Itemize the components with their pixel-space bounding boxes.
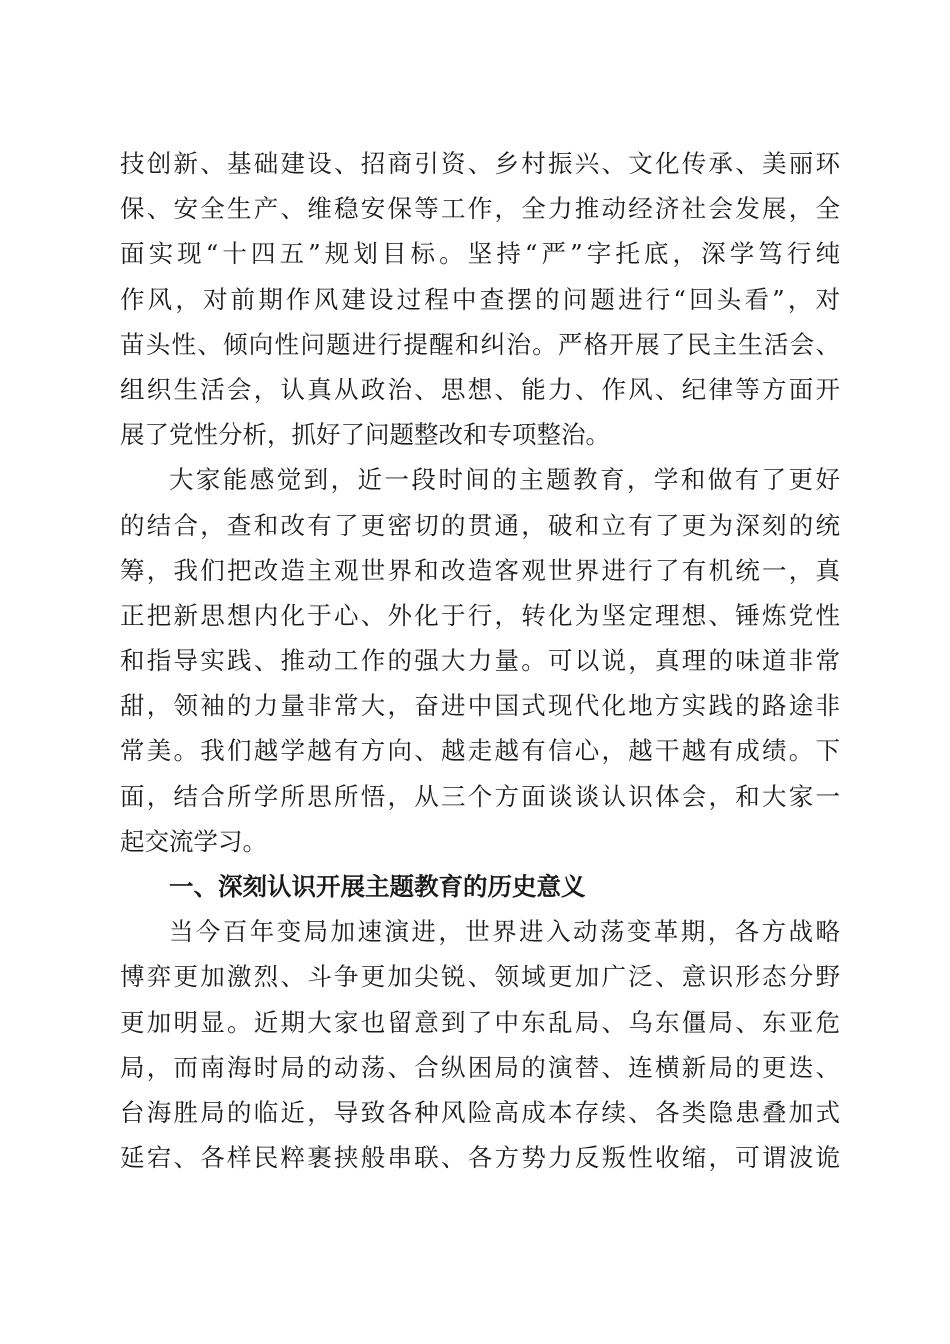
text-line: 面实现“十四五”规划目标。坚持“严”字托底，深学笃行纯: [120, 239, 840, 269]
text-line: 甜，领袖的力量非常大，奋进中国式现代化地方实践的路途非: [120, 691, 840, 721]
paragraph: [120, 457, 840, 864]
text-line: 延宕、各样民粹裹挟般串联、各方势力反叛性收缩，可谓波诡: [120, 1143, 840, 1173]
paragraph: [120, 141, 840, 457]
text-line: 展了党性分析，抓好了问题整改和专项整治。: [120, 420, 610, 450]
text-line: 组织生活会，认真从政治、思想、能力、作风、纪律等方面开: [120, 374, 840, 404]
text-line: 局，而南海时局的动荡、合纵困局的演替、连横新局的更迭、: [120, 1052, 840, 1082]
text-line: 博弈更加激烈、斗争更加尖锐、领域更加广泛、意识形态分野: [120, 962, 840, 992]
text-line: 台海胜局的临近，导致各种风险高成本存续、各类隐患叠加式: [120, 1097, 840, 1127]
text-line: 正把新思想内化于心、外化于行，转化为坚定理想、锤炼党性: [120, 600, 840, 630]
text-line: 作风，对前期作风建设过程中查摆的问题进行“回头看”，对: [120, 284, 840, 314]
text-line: 筹，我们把改造主观世界和改造客观世界进行了有机统一，真: [120, 555, 840, 585]
text-line: 的结合，查和改有了更密切的贯通，破和立有了更为深刻的统: [120, 510, 840, 540]
body-text: [120, 141, 840, 1180]
section-heading: [120, 864, 840, 909]
text-line: 起交流学习。: [120, 826, 267, 856]
text-line: 更加明显。近期大家也留意到了中东乱局、乌东僵局、东亚危: [120, 1007, 840, 1037]
text-line: 苗头性、倾向性问题进行提醒和纠治。严格开展了民主生活会、: [120, 329, 840, 359]
heading-text: 一、深刻认识开展主题教育的历史意义: [169, 872, 586, 901]
text-line: 大家能感觉到，近一段时间的主题教育，学和做有了更好: [169, 465, 840, 495]
text-line: 常美。我们越学越有方向、越走越有信心，越干越有成绩。下: [120, 736, 840, 766]
text-line: 保、安全生产、维稳安保等工作，全力推动经济社会发展，全: [120, 194, 840, 224]
text-line: 和指导实践、推动工作的强大力量。可以说，真理的味道非常: [120, 646, 840, 676]
text-line: 面，结合所学所思所悟，从三个方面谈谈认识体会，和大家一: [120, 781, 840, 811]
paragraph: [120, 909, 840, 1180]
text-line: 当今百年变局加速演进，世界进入动荡变革期，各方战略: [169, 917, 840, 947]
text-line: 技创新、基础建设、招商引资、乡村振兴、文化传承、美丽环: [120, 149, 840, 178]
